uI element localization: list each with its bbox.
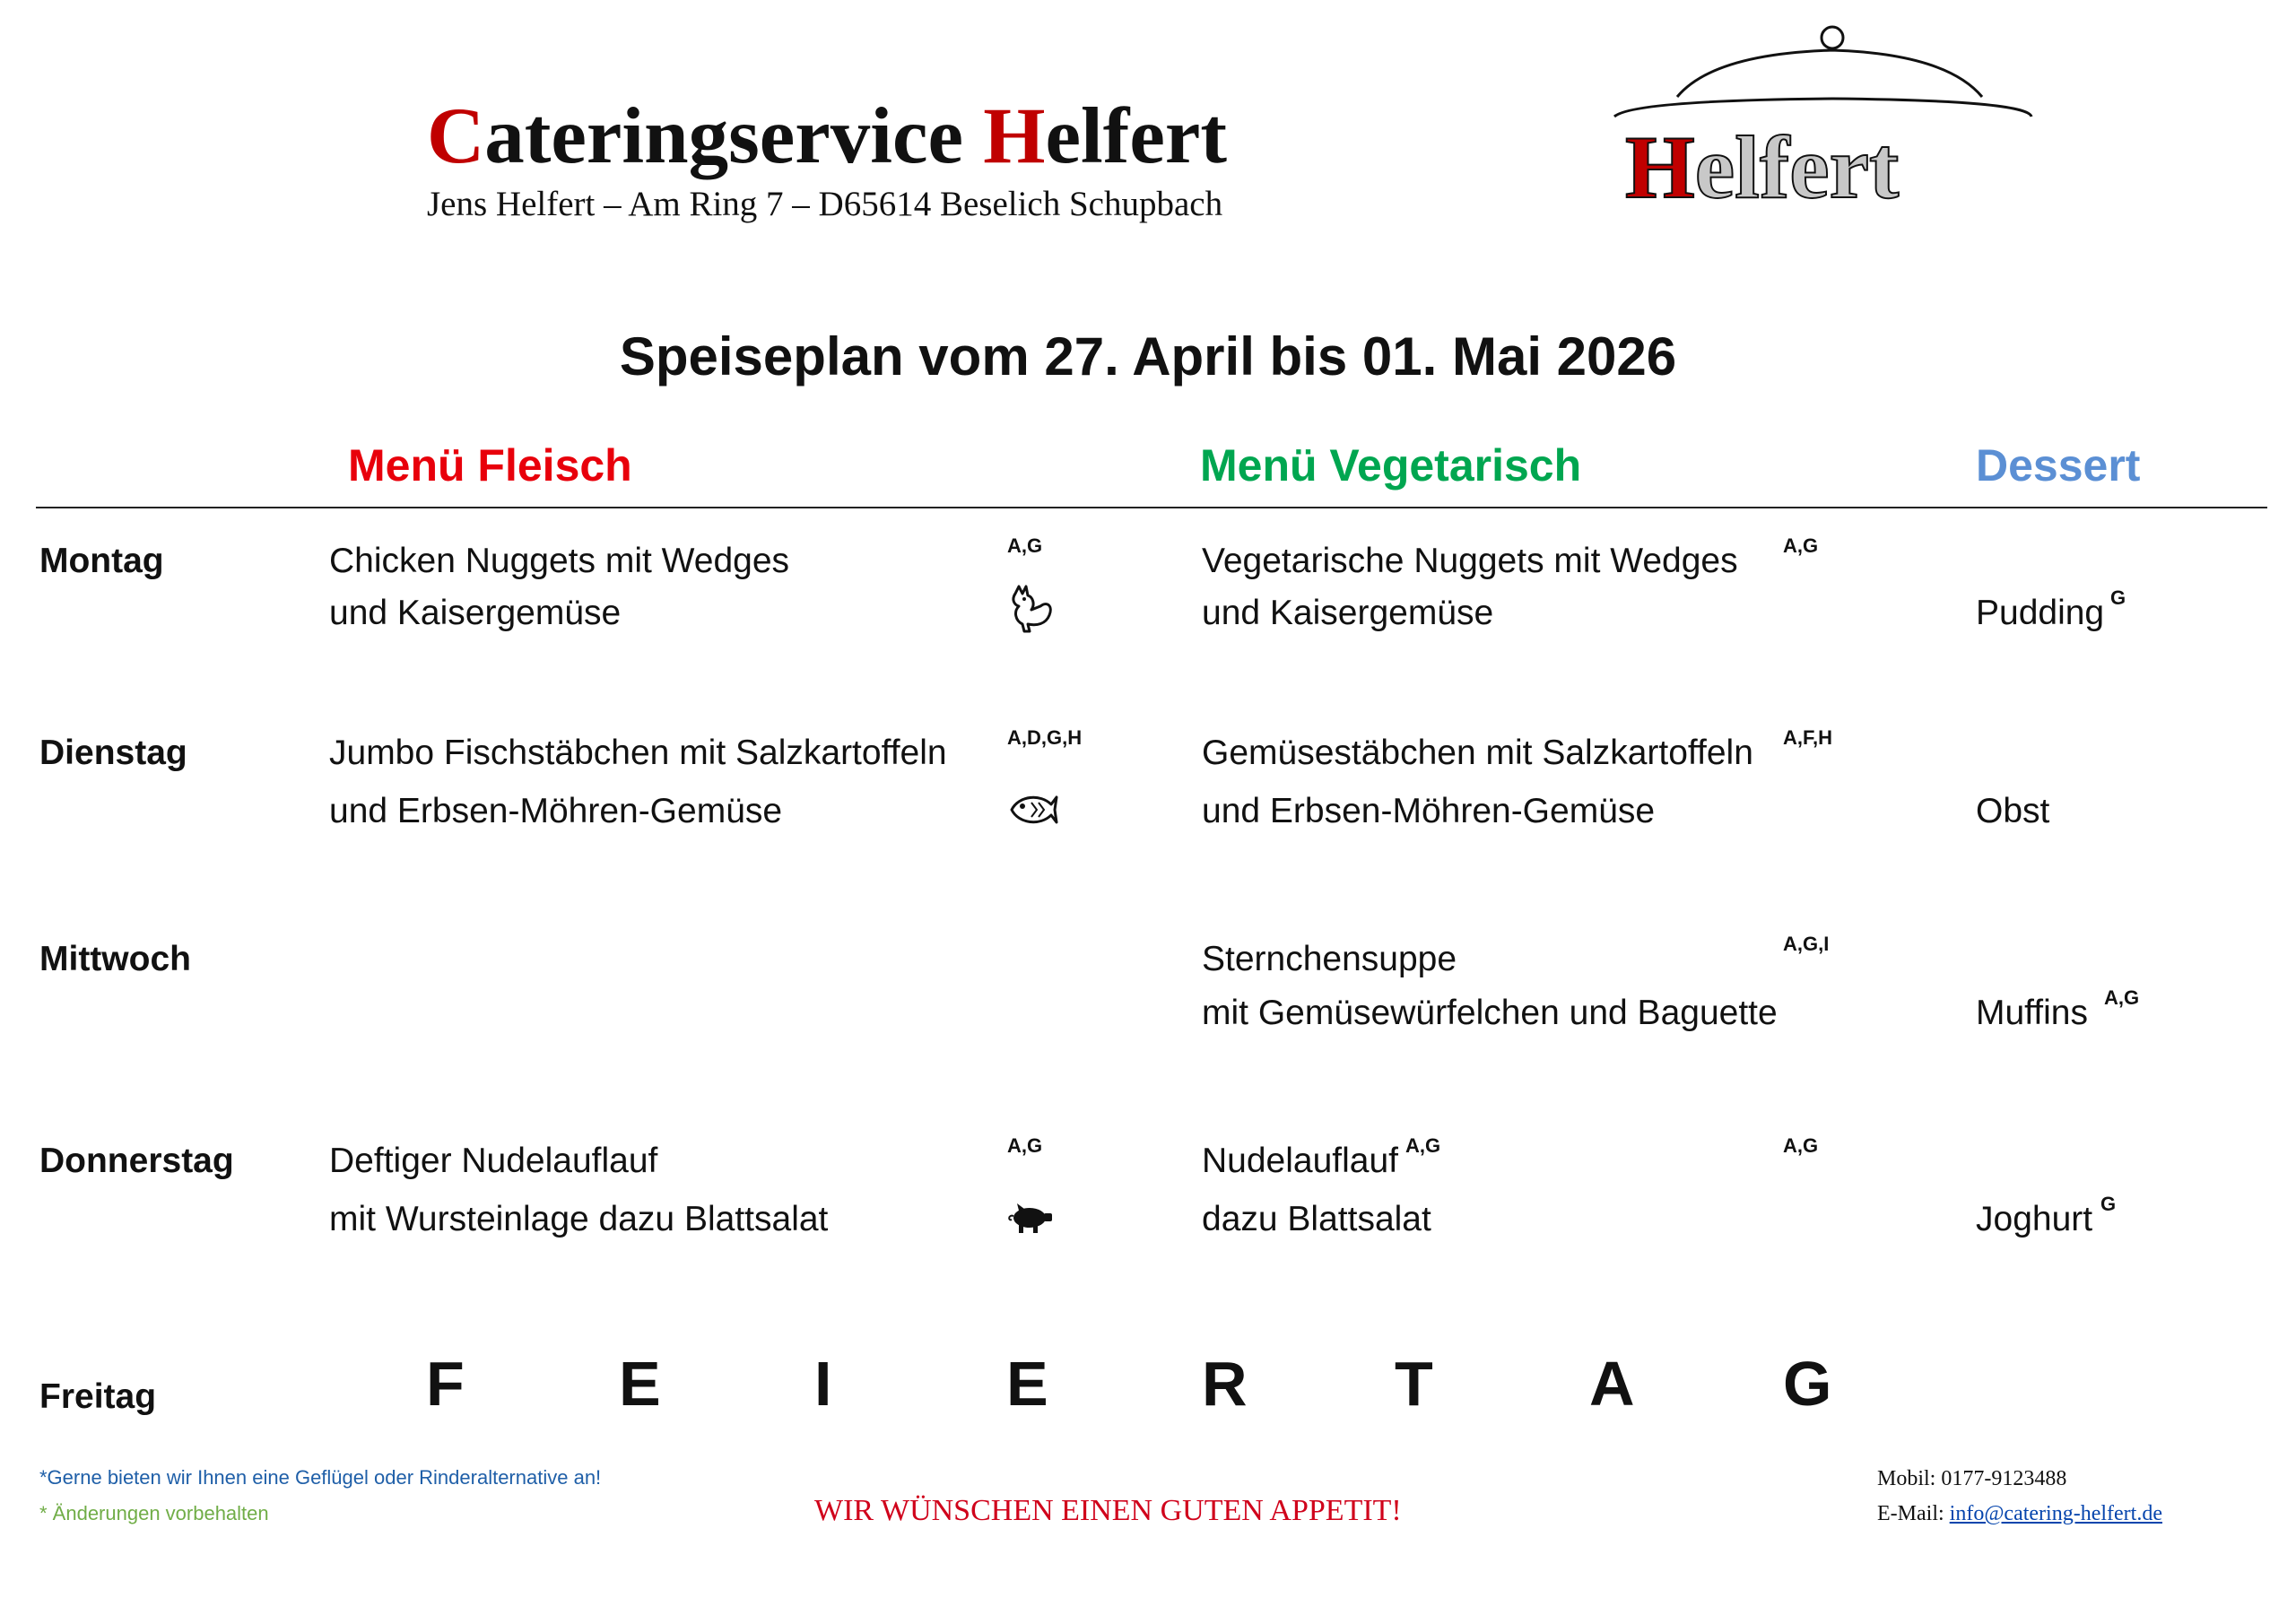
veg-dish-line2: und Kaisergemüse xyxy=(1202,594,1494,632)
veg-dish-line1: Nudelauflauf xyxy=(1202,1142,1398,1180)
holiday-letter: T xyxy=(1395,1349,1433,1419)
footer-greeting: WIR WÜNSCHEN EINEN GUTEN APPETIT! xyxy=(814,1494,1402,1527)
meat-allergens: A,G xyxy=(1007,1134,1043,1157)
helfert-logo xyxy=(1605,18,2054,224)
meat-dish-line2: und Kaisergemüse xyxy=(329,594,622,632)
company-name xyxy=(427,92,1228,180)
dessert-item: Obst xyxy=(1976,792,2050,830)
veg-allergens: A,F,H xyxy=(1783,726,1832,749)
pig-icon xyxy=(1004,1193,1057,1245)
veg-dish-line2: dazu Blattsalat xyxy=(1202,1200,1431,1238)
column-heading-dessert: Dessert xyxy=(1976,440,2141,491)
veg-dish-line1: Gemüsestäbchen mit Salzkartoffeln xyxy=(1202,734,1753,772)
fish-icon xyxy=(1006,783,1058,835)
meat-dish-line1: Jumbo Fischstäbchen mit Salzkartoffeln xyxy=(329,734,947,772)
holiday-letter: F xyxy=(426,1349,465,1419)
holiday-letter: I xyxy=(814,1349,832,1419)
meat-dish-line2: und Erbsen-Möhren-Gemüse xyxy=(329,792,783,830)
holiday-letter: A xyxy=(1589,1349,1635,1419)
veg-dish-line1: Vegetarische Nuggets mit Wedges xyxy=(1202,542,1738,580)
column-heading-meat: Menü Fleisch xyxy=(348,440,632,491)
contact-mobile: Mobil: 0177-9123488 xyxy=(1877,1467,2067,1490)
footer-note-alternative: *Gerne bieten wir Ihnen eine Geflügel oder Rinderalternative an! xyxy=(39,1466,602,1489)
holiday-letter: E xyxy=(1006,1349,1048,1419)
meat-allergens: A,G xyxy=(1007,534,1043,557)
logo-text: Helfert xyxy=(1625,117,1900,217)
holiday-letter: G xyxy=(1783,1349,1832,1419)
page-title: Speiseplan vom 27. April bis 01. Mai 2026 xyxy=(619,326,1677,386)
veg-line1-allergens: A,G xyxy=(1405,1134,1441,1157)
contact-email-label: E-Mail: xyxy=(1877,1502,1950,1525)
holiday-letter: E xyxy=(619,1349,661,1419)
day-label-donnerstag: Donnerstag xyxy=(39,1142,234,1180)
day-label-dienstag: Dienstag xyxy=(39,734,187,772)
day-label-montag: Montag xyxy=(39,542,164,580)
dessert-allergens: G xyxy=(2100,1193,2117,1215)
email-link[interactable]: info@catering-helfert.de xyxy=(1949,1502,2162,1525)
day-label-freitag: Freitag xyxy=(39,1377,157,1416)
day-label-mittwoch: Mittwoch xyxy=(39,940,191,978)
veg-allergens: A,G,I xyxy=(1783,933,1830,955)
dessert-item: Joghurt xyxy=(1976,1200,2093,1238)
contact-email xyxy=(1877,1503,2162,1524)
footer-note-changes: * Änderungen vorbehalten xyxy=(39,1502,269,1524)
holiday-letter: R xyxy=(1202,1349,1248,1419)
header-divider xyxy=(36,507,2267,508)
meat-dish-line1: Chicken Nuggets mit Wedges xyxy=(329,542,790,580)
meat-dish-line2: mit Wursteinlage dazu Blattsalat xyxy=(329,1200,829,1238)
dessert-item: Pudding xyxy=(1976,594,2105,632)
meat-dish-line1: Deftiger Nudelauflauf xyxy=(329,1142,658,1180)
company-name-initial-c: C xyxy=(427,92,485,180)
dessert-allergens: A,G xyxy=(2104,986,2140,1009)
company-name-initial-h: H xyxy=(983,92,1046,180)
dessert-item: Muffins xyxy=(1976,994,2088,1032)
veg-allergens: A,G xyxy=(1783,534,1819,557)
veg-dish-line2: und Erbsen-Möhren-Gemüse xyxy=(1202,792,1656,830)
column-heading-vegetarian: Menü Vegetarisch xyxy=(1200,440,1582,491)
veg-dish-line1: Sternchensuppe xyxy=(1202,940,1457,978)
company-name-part1: ateringservice xyxy=(484,92,984,180)
company-address: Jens Helfert – Am Ring 7 – D65614 Beselich Schupbach xyxy=(427,185,1223,223)
dessert-allergens: G xyxy=(2110,586,2126,609)
meat-allergens: A,D,G,H xyxy=(1007,726,1083,749)
chicken-icon xyxy=(1006,583,1058,635)
company-name-part2: elfert xyxy=(1045,92,1228,180)
veg-allergens: A,G xyxy=(1783,1134,1819,1157)
veg-dish-line2: mit Gemüsewürfelchen und Baguette xyxy=(1202,994,1778,1032)
